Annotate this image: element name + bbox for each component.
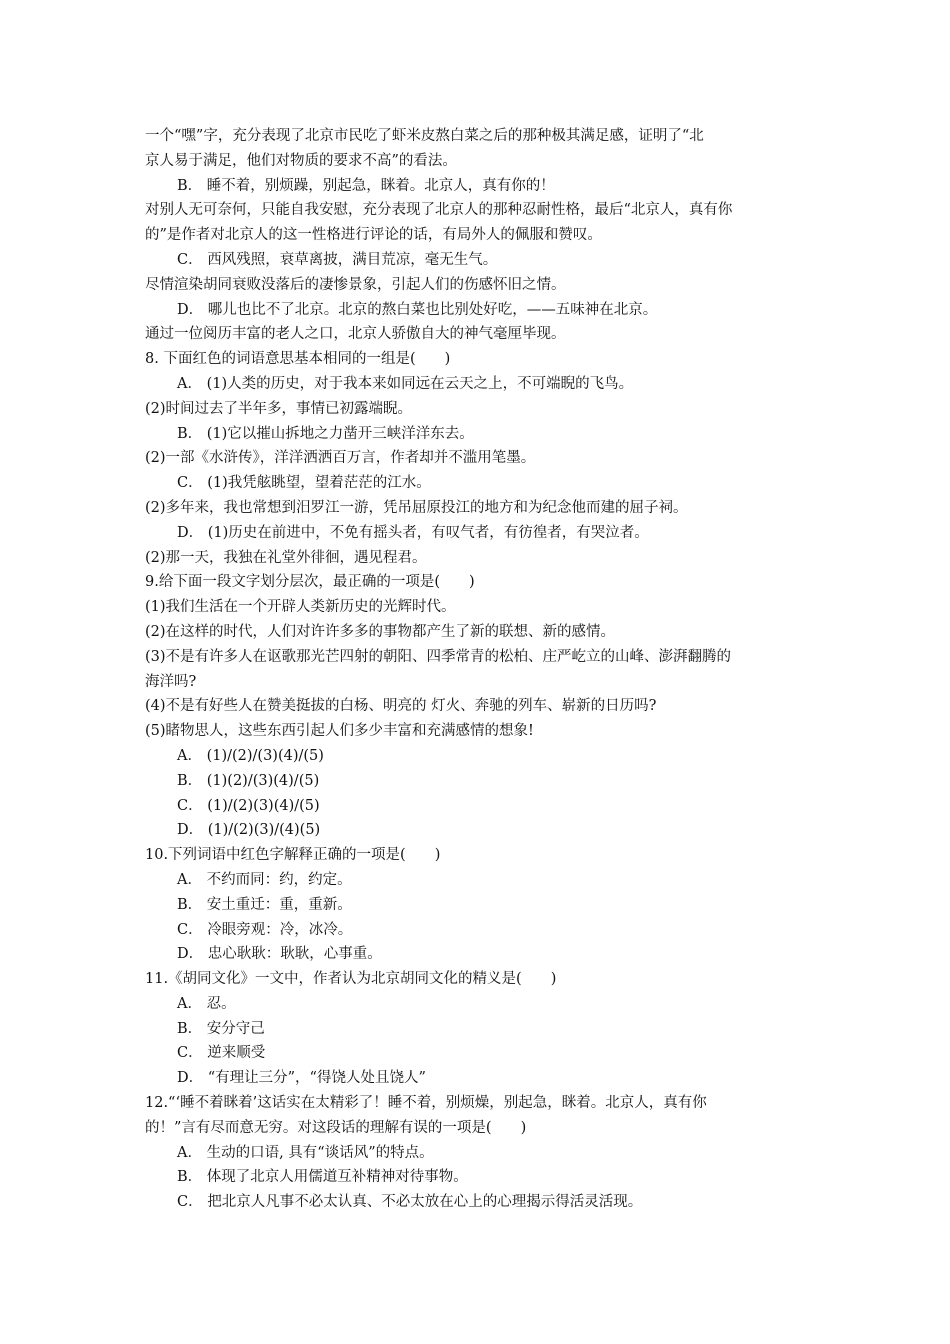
- text-line: 的”是作者对北京人的这一性格进行评论的话，有局外人的佩服和赞叹。: [145, 227, 602, 244]
- text-line: (2)时间过去了半年多，事情已初露端睨。: [145, 400, 413, 417]
- option-line: A． 忍。: [177, 995, 236, 1012]
- text-line: (1)我们生活在一个开辟人类新历史的光辉时代。: [145, 599, 456, 616]
- option-line: C． (1)我凭舷眺望，望着茫茫的江水。: [177, 475, 431, 492]
- option-line: B． 体现了北京人用儒道互补精神对待事物。: [177, 1169, 468, 1186]
- option-line: A． (1)/(2)/(3)(4)/(5): [177, 747, 324, 764]
- option-line: C． 冷眼旁观：冷，冰冷。: [177, 921, 353, 938]
- option-line: D． (1)/(2)(3)/(4)(5): [177, 822, 321, 839]
- option-line: C． 逆来顺受: [177, 1045, 266, 1062]
- text-line: 尽情渲染胡同衰败没落后的凄惨景象，引起人们的伤感怀旧之情。: [145, 276, 566, 293]
- text-line: 11.《胡同文化》一文中，作者认为北京胡同文化的精义是( ): [145, 971, 557, 988]
- text-line: 10.下列词语中红色字解释正确的一项是( ): [145, 847, 441, 864]
- text-line: (2)在这样的时代，人们对许许多多的事物都产生了新的联想、新的感情。: [145, 623, 616, 640]
- text-line: 对别人无可奈何，只能自我安慰，充分表现了北京人的那种忍耐性格，最后“北京人，真有你: [145, 202, 733, 219]
- option-line: C． 把北京人凡事不必太认真、不必太放在心上的心理揭示得活灵活现。: [177, 1194, 643, 1211]
- option-line: B． 安土重迁：重，重新。: [177, 896, 352, 913]
- option-line: C． 西风残照，衰草离披，满目荒凉，毫无生气。: [177, 251, 498, 268]
- text-line: 京人易于满足，他们对物质的要求不高”的看法。: [145, 152, 457, 169]
- text-line: (2)一部《水浒传》，洋洋洒洒百万言，作者却并不滥用笔墨。: [145, 450, 536, 467]
- text-line: 通过一位阅历丰富的老人之口，北京人骄傲自大的神气毫厘毕现。: [145, 326, 566, 343]
- text-line: 一个“嘿”字，充分表现了北京市民吃了虾米皮熬白菜之后的那种极其满足感，证明了“北: [145, 128, 704, 144]
- option-line: B． (1)它以摧山拆地之力凿开三峡洋洋东去。: [177, 425, 474, 442]
- option-line: C． (1)/(2)(3)(4)/(5): [177, 797, 320, 814]
- option-line: D． “有理让三分”，“得饶人处且饶人”: [177, 1070, 426, 1087]
- text-line: 12.“‘睡不着眯着’这话实在太精彩了！睡不着，别烦燥，别起急，眯着。北京人，真有你: [145, 1095, 707, 1112]
- option-line: A． (1)人类的历史，对于我本来如同远在云天之上，不可端睨的飞鸟。: [177, 375, 634, 392]
- text-line: 9.给下面一段文字划分层次，最正确的一项是( ): [145, 574, 475, 591]
- option-line: B． 睡不着，别烦躁，别起急，眯着。北京人，真有你的！: [177, 177, 555, 194]
- text-line: 8. 下面红色的词语意思基本相同的一组是( ): [145, 351, 451, 368]
- text-line: (2)多年来，我也常想到汨罗江一游，凭吊屈原投江的地方和为纪念他而建的屈子祠。: [145, 499, 688, 516]
- option-line: A． 生动的口语, 具有“谈话风”的特点。: [177, 1144, 434, 1161]
- option-line: B． 安分守己: [177, 1020, 265, 1037]
- option-line: D． (1)历史在前进中，不免有摇头者，有叹气者，有彷徨者，有哭泣者。: [177, 524, 649, 541]
- option-line: D． 哪儿也比不了北京。北京的熬白菜也比别处好吃，——五味神在北京。: [177, 301, 658, 318]
- document-page: [145, 124, 810, 1215]
- option-line: A． 不约而同：约，约定。: [177, 871, 352, 888]
- text-line: (3)不是有许多人在讴歌那光芒四射的朝阳、四季常青的松柏、庄严屹立的山峰、澎湃翻腾的: [145, 648, 732, 665]
- text-line: (5)睹物思人，这些东西引起人们多少丰富和充满感情的想象!: [145, 723, 534, 740]
- text-line: 海洋吗?: [145, 673, 197, 690]
- text-line: (2)那一天，我独在礼堂外徘徊，遇见程君。: [145, 549, 427, 566]
- text-line: (4)不是有好些人在赞美挺拔的白杨、明亮的 灯火、奔驰的列车、崭新的日历吗?: [145, 698, 657, 715]
- option-line: B． (1)(2)/(3)(4)/(5): [177, 772, 320, 789]
- option-line: D． 忠心耿耿：耿耿，心事重。: [177, 946, 382, 963]
- text-line: 的！”言有尽而意无穷。对这段话的理解有误的一项是( ): [145, 1119, 527, 1136]
